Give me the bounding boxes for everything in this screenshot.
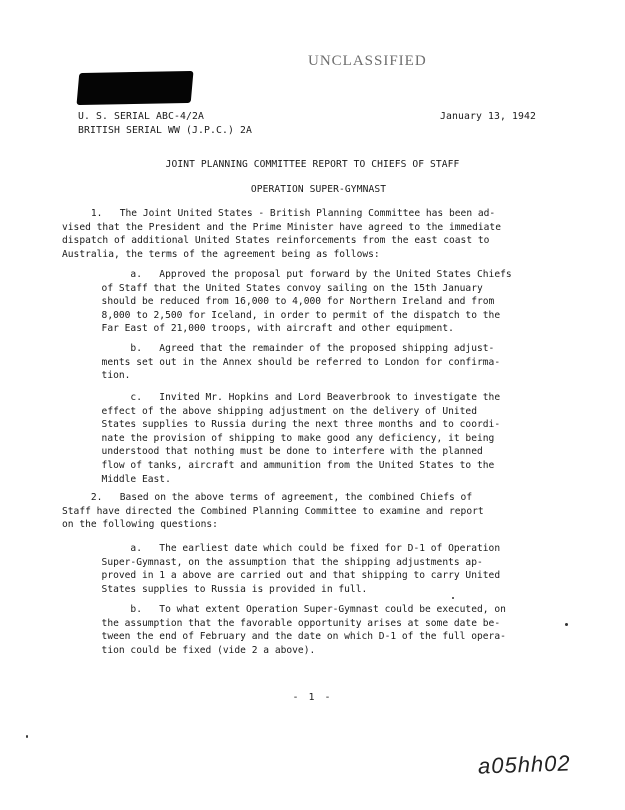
text-line: on the following questions:: [62, 519, 218, 531]
text-line: Far East of 21,000 troops, with aircraft and other equipment.: [90, 323, 454, 335]
handwritten-archive-id: a05hh02: [477, 750, 572, 779]
text-line: dispatch of additional United States reinforcements from the east coast to: [62, 235, 490, 247]
redaction-block: [77, 71, 194, 105]
speck-mark: [565, 623, 568, 626]
report-title: JOINT PLANNING COMMITTEE REPORT TO CHIEFS OF STAFF: [165, 159, 460, 170]
text-line: tween the end of February and the date on which D-1 of the full opera-: [90, 631, 506, 643]
text-line: b. Agreed that the remainder of the proposed shipping adjust-: [90, 343, 495, 354]
stamp-text: UNCLASSIFIED: [308, 53, 427, 69]
text-line: nate the provision of shipping to make good any deficiency, it being: [90, 432, 495, 444]
text-line: the assumption that the favorable opportunity arises at some date be-: [90, 617, 501, 629]
paragraph-2b: [90, 603, 506, 657]
text-line: tion.: [90, 370, 131, 382]
speck-mark: [26, 735, 28, 738]
text-line: Staff have directed the Combined Planning Committee to examine and report: [62, 505, 484, 517]
text-line: Australia, the terms of the agreement being as follows:: [62, 248, 380, 260]
text-line: of Staff that the United States convoy sailing on the 15th January: [90, 282, 483, 294]
text-line: Middle East.: [90, 473, 171, 485]
paragraph-1c: [90, 391, 500, 486]
text-line: 8,000 to 2,500 for Iceland, in order to permit of the dispatch to the: [90, 309, 501, 321]
page-number: - 1 -: [292, 692, 333, 703]
text-line: tion could be fixed (vide 2 a above).: [90, 644, 316, 656]
text-line: effect of the above shipping adjustment on the delivery of United: [90, 405, 477, 417]
text-line: flow of tanks, aircraft and ammunition from the United States to the: [90, 459, 495, 471]
paragraph-1a: [90, 268, 512, 336]
text-line: 1. The Joint United States - British Planning Committee has been ad-: [62, 208, 496, 219]
operation-subtitle: OPERATION SUPER-GYMNAST: [250, 184, 387, 195]
paragraph-1: [62, 207, 501, 261]
british-serial: BRITISH SERIAL WW (J.P.C.) 2A: [78, 125, 252, 136]
paragraph-2a: [90, 542, 500, 596]
text-line: vised that the President and the Prime Minister have agreed to the immediate: [62, 221, 501, 233]
text-line: understood that nothing must be done to interfere with the planned: [90, 446, 483, 458]
text-line: Super-Gymnast, on the assumption that the shipping adjustments ap-: [90, 556, 483, 568]
text-line: ments set out in the Annex should be referred to London for confirma-: [90, 356, 501, 368]
text-line: a. Approved the proposal put forward by the United States Chiefs: [90, 269, 512, 280]
text-line: 2. Based on the above terms of agreement, the combined Chiefs of: [62, 492, 473, 503]
classification-stamp: [302, 46, 462, 76]
us-serial: U. S. SERIAL ABC-4/2A: [78, 111, 204, 122]
text-line: should be reduced from 16,000 to 4,000 for Northern Ireland and from: [90, 296, 495, 308]
paragraph-2: [62, 491, 484, 532]
text-line: b. To what extent Operation Super-Gymnast could be executed, on: [90, 604, 506, 615]
text-line: States supplies to Russia is provided in full.: [90, 583, 368, 595]
text-line: proved in 1 a above are carried out and that shipping to carry United: [90, 570, 501, 582]
text-line: States supplies to Russia during the next three months and to coordi-: [90, 419, 501, 431]
document-date: January 13, 1942: [440, 111, 536, 122]
paragraph-1b: [90, 342, 500, 383]
text-line: c. Invited Mr. Hopkins and Lord Beaverbrook to investigate the: [90, 392, 501, 403]
speck-mark: [452, 597, 454, 599]
text-line: a. The earliest date which could be fixed for D-1 of Operation: [90, 543, 501, 554]
